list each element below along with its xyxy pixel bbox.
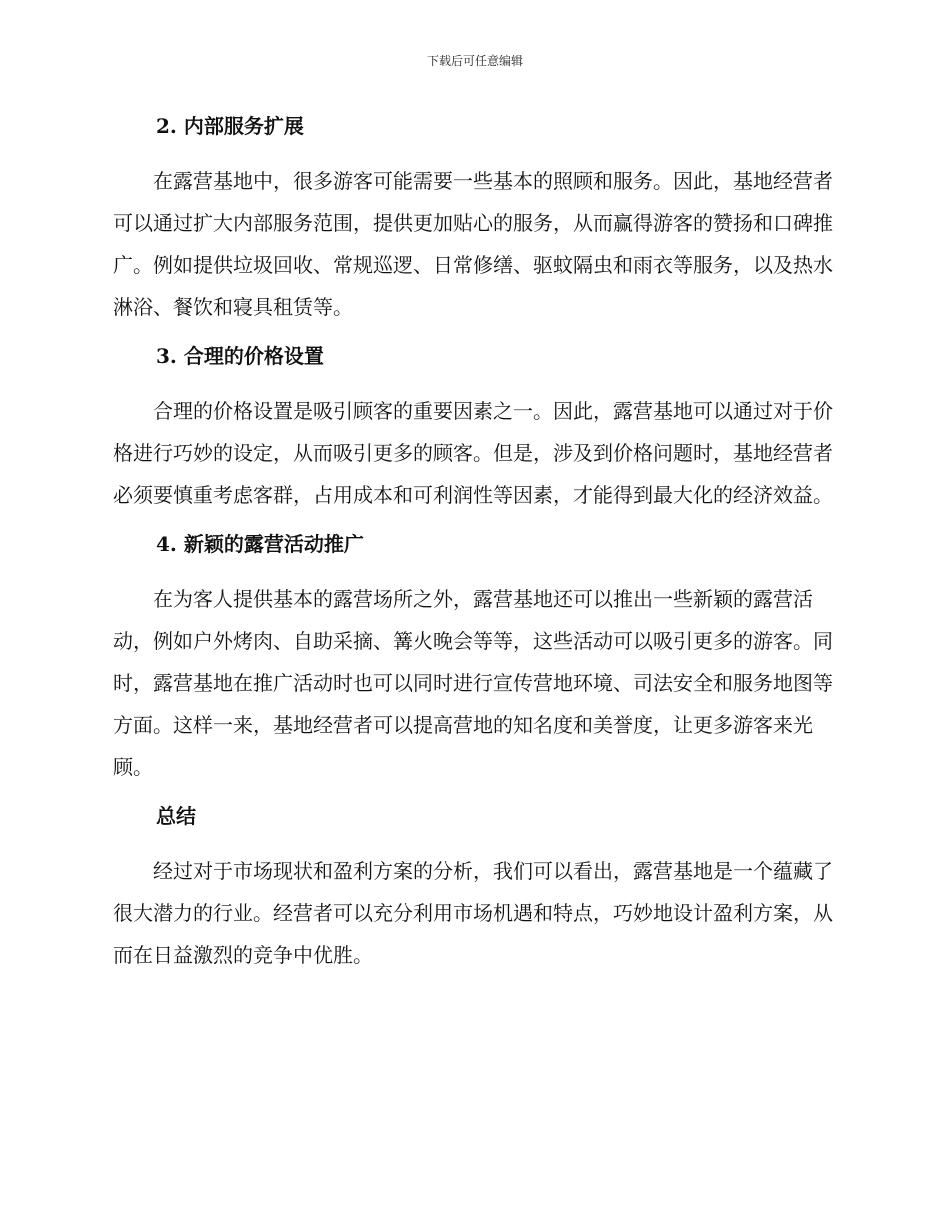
section-heading-activities: 4. 新颖的露营活动推广 — [156, 532, 364, 556]
section-paragraph-activities: 在为客人提供基本的露营场所之外，露营基地还可以推出一些新颖的露营活动，例如户外烤肉、自助采摘、篝火晚会等等，这些活动可以吸引更多的游客。同时，露营基地在推广活动时也可以同时进行宣传营地环境、司法安全和服务地图等方面。这样一来，基地经营者可以提高营地的知名度和美誉度，让更多游客来光顾。 — [113, 587, 833, 779]
page-header: 下载后可任意编辑 — [426, 54, 523, 68]
section-heading-pricing: 3. 合理的价格设置 — [156, 344, 324, 368]
document-body — [113, 110, 833, 988]
section-heading-internal-services: 2. 内部服务扩展 — [156, 114, 304, 138]
section-paragraph-internal-services: 在露营基地中，很多游客可能需要一些基本的照顾和服务。因此，基地经营者可以通过扩大内部服务范围，提供更加贴心的服务，从而赢得游客的赞扬和口碑推广。例如提供垃圾回收、常规巡逻、日常修缮、驱蚊隔虫和雨衣等服务，以及热水淋浴、餐饮和寝具租赁等。 — [113, 169, 833, 319]
section-paragraph-summary: 经过对于市场现状和盈利方案的分析，我们可以看出，露营基地是一个蕴藏了很大潜力的行业。经营者可以充分利用市场机遇和特点，巧妙地设计盈利方案，从而在日益激烈的竞争中优胜。 — [113, 859, 833, 967]
section-heading-summary: 总结 — [156, 804, 196, 828]
section-paragraph-pricing: 合理的价格设置是吸引顾客的重要因素之一。因此，露营基地可以通过对于价格进行巧妙的设定，从而吸引更多的顾客。但是，涉及到价格问题时，基地经营者必须要慎重考虑客群，占用成本和可利润性等因素，才能得到最大化的经济效益。 — [113, 399, 833, 507]
